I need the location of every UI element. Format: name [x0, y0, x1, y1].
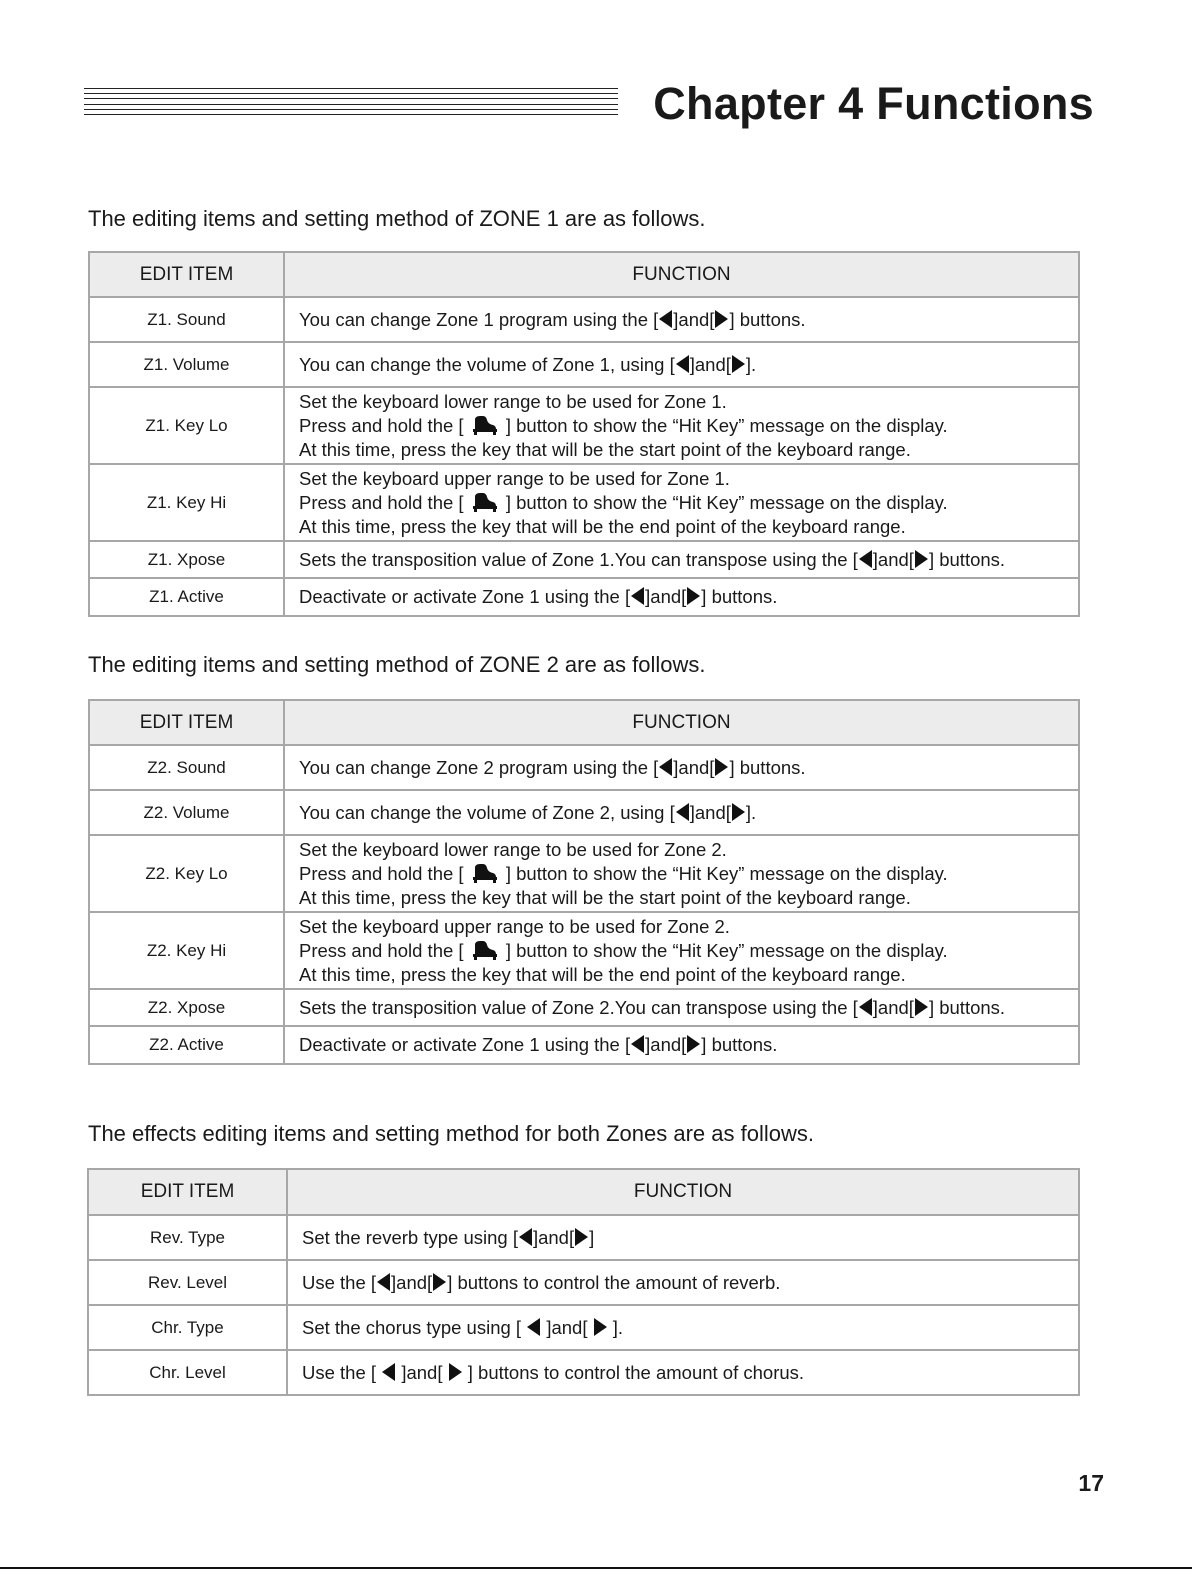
function-cell	[287, 1260, 1079, 1305]
zone1-table	[88, 251, 1080, 617]
edit-item-cell: Chr. Type	[88, 1305, 287, 1350]
function-line	[302, 1361, 1078, 1385]
function-text: Use the [	[302, 1271, 377, 1293]
table-row	[88, 1215, 1079, 1260]
function-line	[302, 1271, 1078, 1295]
function-line	[299, 585, 1078, 609]
edit-item-cell: Z1. Sound	[89, 297, 284, 342]
right-arrow-icon	[915, 998, 928, 1016]
function-line	[299, 862, 1078, 886]
piano-icon	[472, 492, 498, 512]
left-arrow-icon	[631, 1035, 644, 1053]
table-header-row	[89, 700, 1079, 745]
right-arrow-icon	[687, 587, 700, 605]
function-line	[302, 1316, 1078, 1340]
function-line	[299, 756, 1078, 780]
header-rule-lines	[84, 88, 618, 119]
header-edit-item: EDIT ITEM	[89, 700, 284, 745]
edit-item-cell: Z1. Active	[89, 578, 284, 616]
right-arrow-icon	[449, 1363, 462, 1381]
function-cell	[284, 835, 1079, 912]
function-text: ]and[	[645, 586, 687, 607]
edit-item-cell: Z2. Key Lo	[89, 835, 284, 912]
zone1-intro: The editing items and setting method of ZONE 1 are as follows.	[88, 206, 706, 231]
bottom-rule	[0, 1567, 1192, 1569]
page-number: 17	[1078, 1470, 1104, 1496]
table-row	[89, 464, 1079, 541]
header-function: FUNCTION	[287, 1169, 1079, 1215]
function-text: ]and[	[689, 801, 731, 823]
function-text: ].	[607, 1316, 624, 1338]
effects-table	[87, 1168, 1080, 1396]
function-text: ]and[	[396, 1361, 448, 1383]
function-cell	[284, 912, 1079, 989]
left-arrow-icon	[676, 355, 689, 373]
function-text: ] button to show the “Hit Key” message on the display.	[500, 491, 948, 513]
function-cell	[284, 387, 1079, 464]
function-cell	[284, 342, 1079, 387]
table-row	[89, 387, 1079, 464]
right-arrow-icon	[575, 1228, 588, 1246]
function-text: Sets the transposition value of Zone 2.You can transpose using the [	[299, 996, 858, 1018]
right-arrow-icon	[433, 1273, 446, 1291]
header-edit-item: EDIT ITEM	[89, 252, 284, 297]
right-arrow-icon	[687, 1035, 700, 1053]
function-cell	[284, 745, 1079, 790]
function-text: You can change Zone 1 program using the [	[299, 308, 659, 330]
edit-item-cell: Z1. Key Lo	[89, 387, 284, 464]
function-text: Set the keyboard upper range to be used for Zone 1.	[299, 467, 730, 489]
function-line	[299, 438, 1078, 462]
function-text: You can change the volume of Zone 2, using [	[299, 801, 675, 823]
function-text: At this time, press the key that will be the start point of the keyboard range.	[299, 438, 911, 460]
edit-item-cell: Z2. Xpose	[89, 989, 284, 1026]
edit-item-cell: Z1. Volume	[89, 342, 284, 387]
function-line	[302, 1226, 1078, 1250]
function-text: At this time, press the key that will be the start point of the keyboard range.	[299, 886, 911, 908]
function-text: ]and[	[673, 308, 715, 330]
function-text: Deactivate or activate Zone 1 using the [	[299, 1034, 631, 1055]
function-text: ] buttons.	[701, 1034, 778, 1055]
function-text: Set the keyboard lower range to be used for Zone 1.	[299, 390, 727, 412]
function-text: Press and hold the [	[299, 491, 469, 513]
table-row	[89, 745, 1079, 790]
function-cell	[287, 1350, 1079, 1395]
function-line	[299, 308, 1078, 332]
left-arrow-icon	[377, 1273, 390, 1291]
function-text: ]and[	[673, 756, 715, 778]
zone2-intro: The editing items and setting method of ZONE 2 are as follows.	[88, 652, 706, 677]
function-text: Set the chorus type using [	[302, 1316, 527, 1338]
edit-item-cell: Rev. Type	[88, 1215, 287, 1260]
function-line	[299, 414, 1078, 438]
right-arrow-icon	[732, 355, 745, 373]
left-arrow-icon	[859, 550, 872, 568]
table-header-row	[88, 1169, 1079, 1215]
chapter-title: Chapter 4 Functions	[653, 78, 1094, 129]
function-line	[299, 390, 1078, 414]
function-text: You can change Zone 2 program using the [	[299, 756, 659, 778]
edit-item-cell: Chr. Level	[88, 1350, 287, 1395]
zone2-table	[88, 699, 1080, 1065]
right-arrow-icon	[715, 310, 728, 328]
right-arrow-icon	[732, 803, 745, 821]
function-line	[299, 886, 1078, 910]
function-text: At this time, press the key that will be the end point of the keyboard range.	[299, 515, 906, 537]
edit-item-cell: Z2. Active	[89, 1026, 284, 1064]
piano-icon	[472, 863, 498, 883]
function-line	[299, 838, 1078, 862]
table-row	[88, 1260, 1079, 1305]
piano-icon	[472, 940, 498, 960]
function-text: ]and[	[391, 1271, 433, 1293]
edit-item-cell: Z1. Xpose	[89, 541, 284, 578]
function-text: ]and[	[872, 996, 914, 1018]
function-cell	[284, 790, 1079, 835]
header-function: FUNCTION	[284, 700, 1079, 745]
function-cell	[284, 297, 1079, 342]
left-arrow-icon	[631, 587, 644, 605]
function-text: ] buttons.	[701, 586, 778, 607]
table-row	[89, 1026, 1079, 1064]
edit-item-cell: Z2. Key Hi	[89, 912, 284, 989]
function-line	[299, 963, 1078, 987]
table-row	[89, 912, 1079, 989]
function-line	[299, 467, 1078, 491]
function-line	[299, 353, 1078, 377]
function-line	[299, 548, 1078, 572]
function-text: ] buttons to control the amount of chorus.	[462, 1361, 805, 1383]
function-text: ] buttons.	[928, 996, 1006, 1018]
function-text: ]and[	[689, 353, 731, 375]
left-arrow-icon	[659, 758, 672, 776]
function-text: ] button to show the “Hit Key” message on the display.	[500, 862, 948, 884]
function-cell	[284, 541, 1079, 578]
function-text: ].	[745, 353, 757, 375]
table-row	[89, 297, 1079, 342]
function-text: ] button to show the “Hit Key” message on the display.	[500, 939, 948, 961]
function-text: ]and[	[532, 1226, 575, 1248]
function-line	[299, 939, 1078, 963]
function-cell	[287, 1305, 1079, 1350]
function-text: Set the keyboard lower range to be used for Zone 2.	[299, 838, 727, 860]
function-text: ]	[589, 1226, 595, 1248]
function-cell	[284, 464, 1079, 541]
table-row	[89, 989, 1079, 1026]
left-arrow-icon	[527, 1318, 540, 1336]
function-text: ] buttons to control the amount of reverb.	[447, 1271, 781, 1293]
header-function: FUNCTION	[284, 252, 1079, 297]
function-line	[299, 801, 1078, 825]
function-text: At this time, press the key that will be the end point of the keyboard range.	[299, 963, 906, 985]
function-text: ]and[	[541, 1316, 593, 1338]
function-cell	[284, 1026, 1079, 1064]
function-line	[299, 915, 1078, 939]
left-arrow-icon	[859, 998, 872, 1016]
table-row	[88, 1305, 1079, 1350]
left-arrow-icon	[659, 310, 672, 328]
edit-item-cell: Z2. Volume	[89, 790, 284, 835]
function-text: ].	[745, 801, 757, 823]
function-text: ]and[	[645, 1034, 687, 1055]
right-arrow-icon	[594, 1318, 607, 1336]
table-row	[89, 541, 1079, 578]
right-arrow-icon	[715, 758, 728, 776]
function-text: Press and hold the [	[299, 939, 469, 961]
chapter-header	[84, 78, 1094, 134]
left-arrow-icon	[519, 1228, 532, 1246]
header-edit-item: EDIT ITEM	[88, 1169, 287, 1215]
piano-icon	[472, 415, 498, 435]
function-line	[299, 996, 1078, 1020]
function-cell	[284, 578, 1079, 616]
function-text: ] button to show the “Hit Key” message on the display.	[500, 414, 948, 436]
function-text: Use the [	[302, 1361, 382, 1383]
table-row	[88, 1350, 1079, 1395]
function-text: Press and hold the [	[299, 414, 469, 436]
edit-item-cell: Rev. Level	[88, 1260, 287, 1305]
table-row	[89, 578, 1079, 616]
function-text: ] buttons.	[928, 548, 1006, 570]
function-text: Press and hold the [	[299, 862, 469, 884]
edit-item-cell: Z2. Sound	[89, 745, 284, 790]
right-arrow-icon	[915, 550, 928, 568]
table-row	[89, 342, 1079, 387]
left-arrow-icon	[676, 803, 689, 821]
function-cell	[284, 989, 1079, 1026]
function-text: ] buttons.	[729, 756, 806, 778]
function-line	[299, 515, 1078, 539]
function-line	[299, 491, 1078, 515]
function-text: ]and[	[872, 548, 914, 570]
edit-item-cell: Z1. Key Hi	[89, 464, 284, 541]
function-text: Set the reverb type using [	[302, 1226, 518, 1248]
function-cell	[287, 1215, 1079, 1260]
table-row	[89, 790, 1079, 835]
function-text: ] buttons.	[729, 308, 806, 330]
function-text: Deactivate or activate Zone 1 using the [	[299, 586, 631, 607]
function-text: Sets the transposition value of Zone 1.You can transpose using the [	[299, 548, 858, 570]
function-text: You can change the volume of Zone 1, using [	[299, 353, 675, 375]
effects-intro: The effects editing items and setting method for both Zones are as follows.	[88, 1121, 814, 1146]
left-arrow-icon	[382, 1363, 395, 1381]
function-line	[299, 1033, 1078, 1057]
table-header-row	[89, 252, 1079, 297]
function-text: Set the keyboard upper range to be used for Zone 2.	[299, 915, 730, 937]
table-row	[89, 835, 1079, 912]
